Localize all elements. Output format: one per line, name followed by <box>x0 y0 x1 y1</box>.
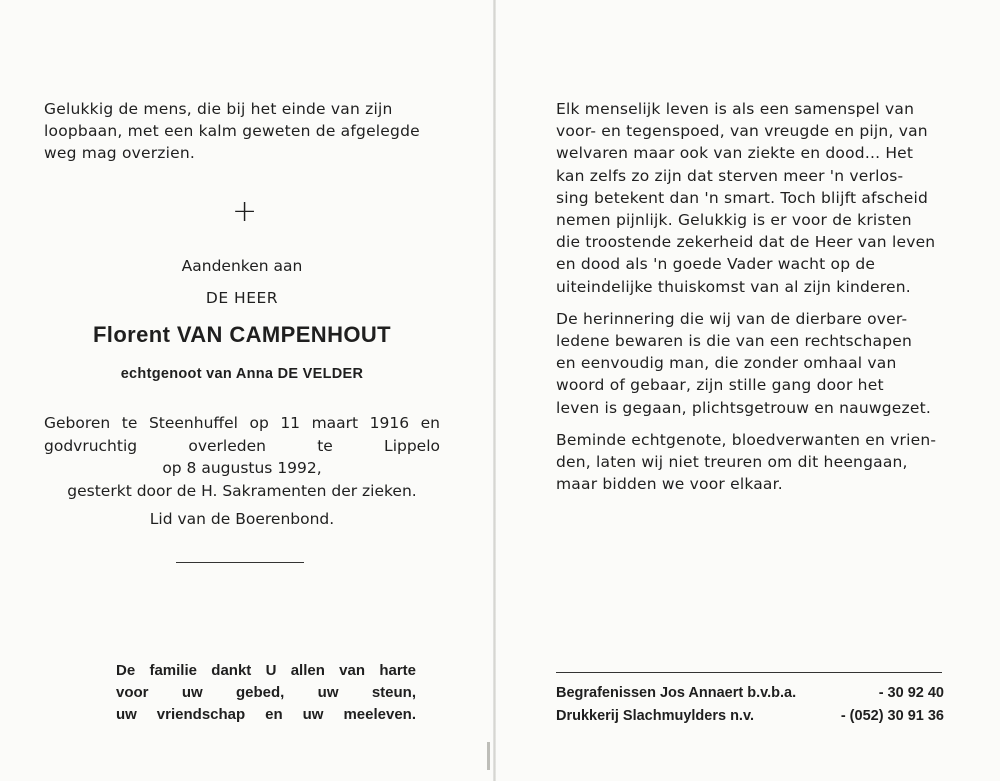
birth-death-details <box>44 412 440 502</box>
thanks-line: uw vriendschap en uw meeleven. <box>116 706 416 723</box>
funeral-home-phone: - 30 92 40 <box>878 685 944 701</box>
text-line: Elk menselijk leven is als een samenspel van <box>556 100 915 118</box>
divider-rule <box>176 562 304 563</box>
honorific-title: DE HEER <box>205 289 279 307</box>
printer-credits <box>556 682 944 728</box>
death-date-line: op 8 augustus 1992, <box>162 459 322 477</box>
funeral-home-name: Begrafenissen Jos Annaert b.v.b.a. <box>556 685 797 701</box>
printer-name: Drukkerij Slachmuylders n.v. <box>556 708 754 724</box>
text-line: leven is gegaan, plichtsgetrouw en nauwgezet. <box>556 398 932 417</box>
reflection-text <box>556 98 948 505</box>
cross-icon: + <box>232 194 258 229</box>
opening-quote <box>44 98 440 165</box>
text-line: maar bidden we voor elkaar. <box>556 475 783 494</box>
quote-line: loopbaan, met een kalm geweten de afgelegde <box>44 122 420 141</box>
text-line: ledene bewaren is die van een rechtschapen <box>556 332 913 351</box>
text-line: die troostende zekerheid dat de Heer van leven <box>556 233 936 252</box>
card-fold <box>493 0 496 781</box>
membership-line: Lid van de Boerenbond. <box>149 510 335 528</box>
text-line: De herinnering die wij van de dierbare over- <box>556 309 908 328</box>
funeral-home-row <box>556 682 944 705</box>
fold-mark <box>487 742 490 770</box>
text-line: kan zelfs zo zijn dat sterven meer 'n verlos- <box>556 166 904 185</box>
text-line: welvaren maar ook van ziekte en dood... Het <box>556 144 914 163</box>
printer-row <box>556 705 944 728</box>
text-line: woord of gebaar, zijn stille gang door het <box>556 376 884 395</box>
text-line: en eenvoudig man, die zonder omhaal van <box>556 354 897 373</box>
sacraments-line: gesterkt door de H. Sakramenten der zieken. <box>67 481 417 500</box>
text-line: den, laten wij niet treuren om dit heengaan, <box>556 453 908 472</box>
birth-line: Geboren te Steenhuffel op 11 maart 1916 en <box>44 414 440 432</box>
text-line: uiteindelijke thuiskomst van al zijn kinderen. <box>556 277 911 296</box>
deceased-name: Florent VAN CAMPENHOUT <box>92 322 392 347</box>
in-memory-of: Aandenken aan <box>181 257 303 275</box>
paragraph-3 <box>556 429 948 496</box>
spouse-line: echtgenoot van Anna DE VELDER <box>120 366 364 382</box>
quote-line: Gelukkig de mens, die bij het einde van zijn <box>44 100 393 118</box>
text-line: Beminde echtgenote, bloedverwanten en vrien- <box>556 430 937 449</box>
paragraph-2 <box>556 308 948 419</box>
quote-line: weg mag overzien. <box>44 144 196 163</box>
footer-rule <box>556 672 942 673</box>
text-line: sing betekent dan 'n smart. Toch blijft afscheid <box>556 188 929 207</box>
printer-phone: - (052) 30 91 36 <box>840 708 944 724</box>
thanks-line: De familie dankt U allen van harte <box>116 662 416 679</box>
text-line: nemen pijnlijk. Gelukkig is er voor de kristen <box>556 211 912 230</box>
text-line: en dood als 'n goede Vader wacht op de <box>556 255 876 274</box>
death-line: godvruchtig overleden te Lippelo <box>44 436 440 455</box>
paragraph-1 <box>556 98 948 298</box>
family-thanks <box>116 660 416 726</box>
text-line: voor- en tegenspoed, van vreugde en pijn, van <box>556 122 928 141</box>
thanks-line: voor uw gebed, uw steun, <box>116 684 416 701</box>
